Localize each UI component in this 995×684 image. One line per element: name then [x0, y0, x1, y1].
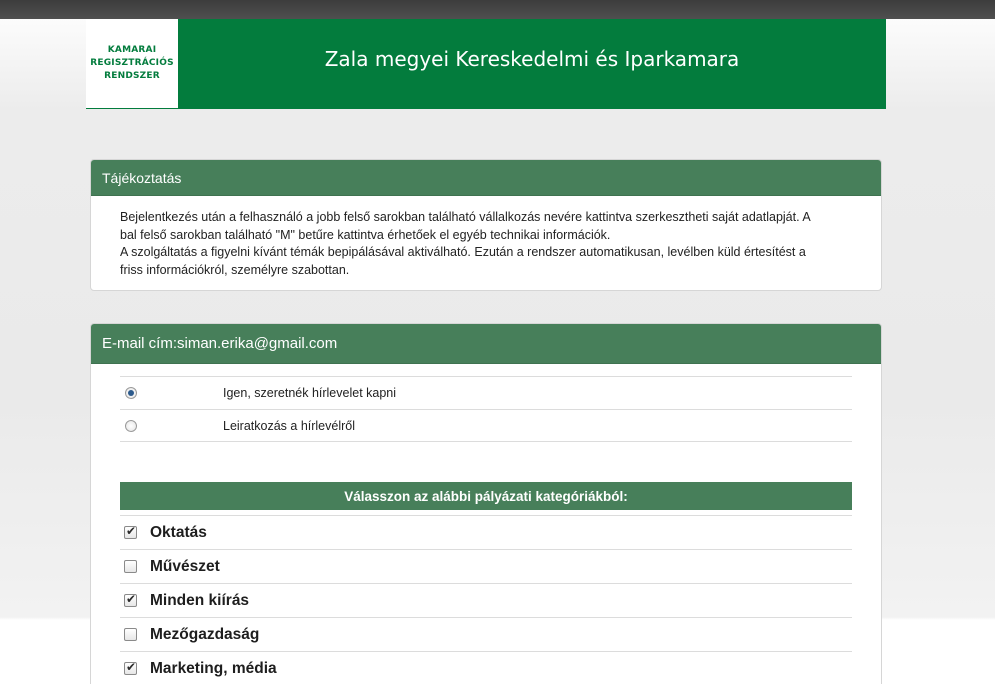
newsletter-unsubscribe-label[interactable]: Leiratkozás a hírlevélről	[223, 418, 356, 433]
logo-line-1: KAMARAI	[107, 45, 157, 55]
newsletter-subscribe-radio[interactable]	[125, 387, 137, 399]
category-checkbox-mezogazdasag[interactable]	[124, 628, 137, 641]
newsletter-unsubscribe-radio[interactable]	[125, 420, 137, 432]
category-row-muveszet[interactable]	[120, 549, 852, 583]
category-label[interactable]: Minden kiírás	[150, 591, 250, 609]
email-settings-panel	[90, 323, 882, 684]
newsletter-unsubscribe-row[interactable]	[120, 409, 852, 442]
category-list	[120, 515, 852, 684]
info-line: Bejelentkezés után a felhasználó a jobb felső sarokban található vállalkozás nevére kattintva szerkesztheti saját adatlapját. A	[120, 210, 811, 224]
info-line: friss információkról, személyre szabottan.	[120, 262, 350, 277]
info-line: A szolgáltatás a figyelni kívánt témák bepipálásával aktiválható. Ezután a rendszer automatikusan, levélben küld értesítést a	[120, 245, 806, 259]
category-row-oktatas[interactable]	[120, 515, 852, 549]
email-panel-title: E-mail cím:siman.erika@gmail.com	[91, 324, 881, 364]
newsletter-subscribe-label[interactable]: Igen, szeretnék hírlevelet kapni	[223, 386, 397, 400]
logo-line-3: RENDSZER	[104, 71, 160, 81]
categories-heading: Válasszon az alábbi pályázati kategóriákból:	[120, 482, 852, 510]
category-checkbox-muveszet[interactable]	[124, 560, 137, 573]
category-checkbox-oktatas[interactable]	[124, 526, 137, 539]
category-label[interactable]: Marketing, média	[150, 659, 277, 677]
newsletter-options	[120, 376, 852, 442]
browser-top-bar	[0, 0, 995, 19]
info-panel-text	[91, 196, 881, 279]
category-row-marketing-media[interactable]	[120, 651, 852, 684]
info-panel-title: Tájékoztatás	[91, 160, 881, 196]
category-row-minden-kiiras[interactable]	[120, 583, 852, 617]
logo-line-2: REGISZTRÁCIÓS	[90, 58, 174, 68]
site-title: Zala megyei Kereskedelmi és Iparkamara	[324, 47, 740, 71]
category-row-mezogazdasag[interactable]	[120, 617, 852, 651]
category-checkbox-minden-kiiras[interactable]	[124, 594, 137, 607]
category-checkbox-marketing-media[interactable]	[124, 662, 137, 675]
site-header	[86, 19, 886, 109]
category-label[interactable]: Oktatás	[150, 523, 207, 541]
chamber-logo[interactable]	[86, 19, 178, 108]
newsletter-subscribe-row[interactable]	[120, 376, 852, 409]
info-panel	[90, 159, 882, 291]
info-line: bal felső sarokban található "M" betűre kattintva érhetőek el egyéb technikai információk.	[120, 227, 611, 242]
category-label[interactable]: Mezőgazdaság	[150, 625, 260, 643]
category-label[interactable]: Művészet	[150, 557, 220, 575]
